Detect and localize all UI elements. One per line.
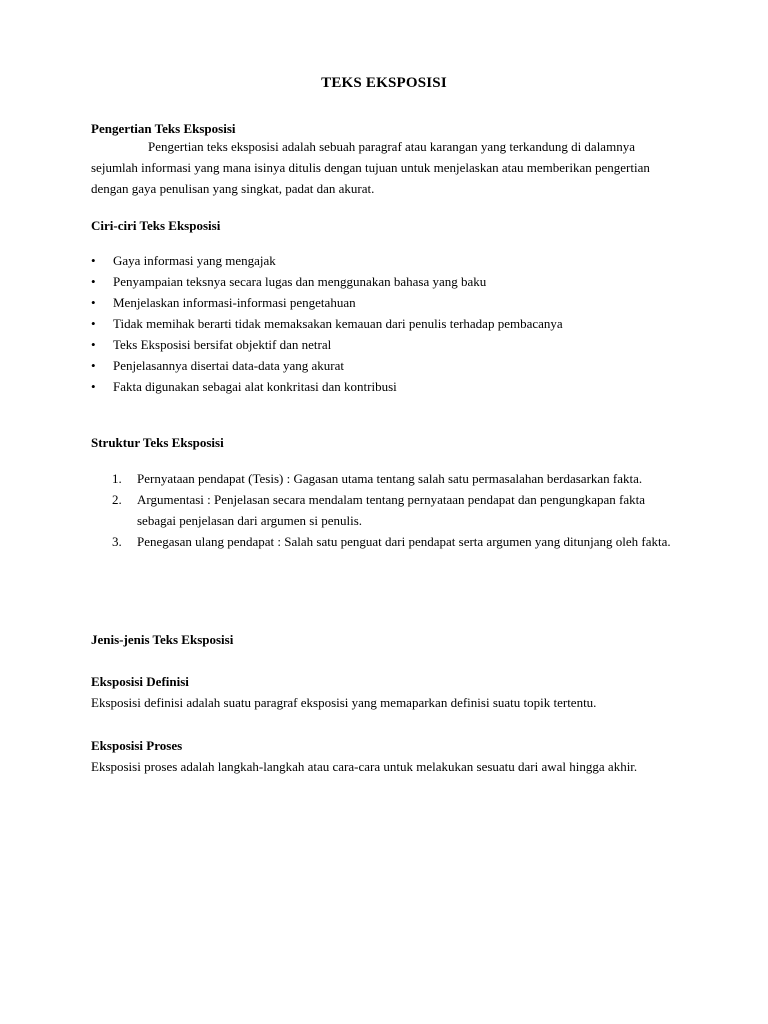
bullet-icon: • [91,274,96,289]
list-item-text: Penyampaian teksnya secara lugas dan menggunakan bahasa yang baku [113,274,487,289]
list-item [91,376,711,397]
list-item [91,313,711,334]
list-item [91,292,711,313]
bullet-icon: • [91,337,96,352]
list-number: 2. [112,492,122,507]
proses-heading: Eksposisi Proses [91,738,183,753]
struktur-heading: Struktur Teks Eksposisi [91,435,224,450]
list-item-text: Menjelaskan informasi-informasi pengetahuan [113,295,356,310]
bullet-icon: • [91,295,96,310]
list-item [91,271,711,292]
document-title: TEKS EKSPOSISI [321,75,447,91]
struktur-list [112,468,672,552]
list-item [91,250,711,271]
list-item [112,531,672,552]
list-item-text: Argumentasi : Penjelasan secara mendalam tentang pernyataan pendapat dan pengungkapan fakta sebagai penjelasan dari argumen si penulis. [137,492,646,528]
jenis-heading: Jenis-jenis Teks Eksposisi [91,632,234,647]
list-item-text: Tidak memihak berarti tidak memaksakan kemauan dari penulis terhadap pembacanya [113,316,563,331]
bullet-icon: • [91,358,96,373]
pengertian-text: Pengertian teks eksposisi adalah sebuah paragraf atau karangan yang terkandung di dalamnya sejumlah informasi yang mana isinya ditulis dengan tujuan untuk menjelaskan atau memberikan pengertian dengan gaya penulisan yang singkat, padat dan akurat. [91,139,650,196]
bullet-icon: • [91,253,96,268]
list-number: 1. [112,471,122,486]
list-item [112,489,672,531]
bullet-icon: • [91,316,96,331]
list-number: 3. [112,534,122,549]
list-item-text: Fakta digunakan sebagai alat konkritasi dan kontribusi [113,379,397,394]
list-item [112,468,672,489]
list-item [91,355,711,376]
list-item [91,334,711,355]
definisi-heading: Eksposisi Definisi [91,674,189,689]
list-item-text: Pernyataan pendapat (Tesis) : Gagasan utama tentang salah satu permasalahan berdasarkan fakta. [137,471,643,486]
definisi-paragraph: Eksposisi definisi adalah suatu paragraf eksposisi yang memaparkan definisi suatu topik tertentu. [91,695,597,710]
list-item-text: Gaya informasi yang mengajak [113,253,276,268]
proses-paragraph: Eksposisi proses adalah langkah-langkah atau cara-cara untuk melakukan sesuatu dari awal hingga akhir. [91,759,638,774]
bullet-icon: • [91,379,96,394]
list-item-text: Penegasan ulang pendapat : Salah satu penguat dari pendapat serta argumen yang ditunjang oleh fakta. [137,534,671,549]
pengertian-paragraph [91,136,671,199]
list-item-text: Teks Eksposisi bersifat objektif dan netral [113,337,332,352]
ciri-list [91,250,711,397]
list-item-text: Penjelasannya disertai data-data yang akurat [113,358,345,373]
ciri-heading: Ciri-ciri Teks Eksposisi [91,218,221,233]
pengertian-heading: Pengertian Teks Eksposisi [91,121,236,136]
